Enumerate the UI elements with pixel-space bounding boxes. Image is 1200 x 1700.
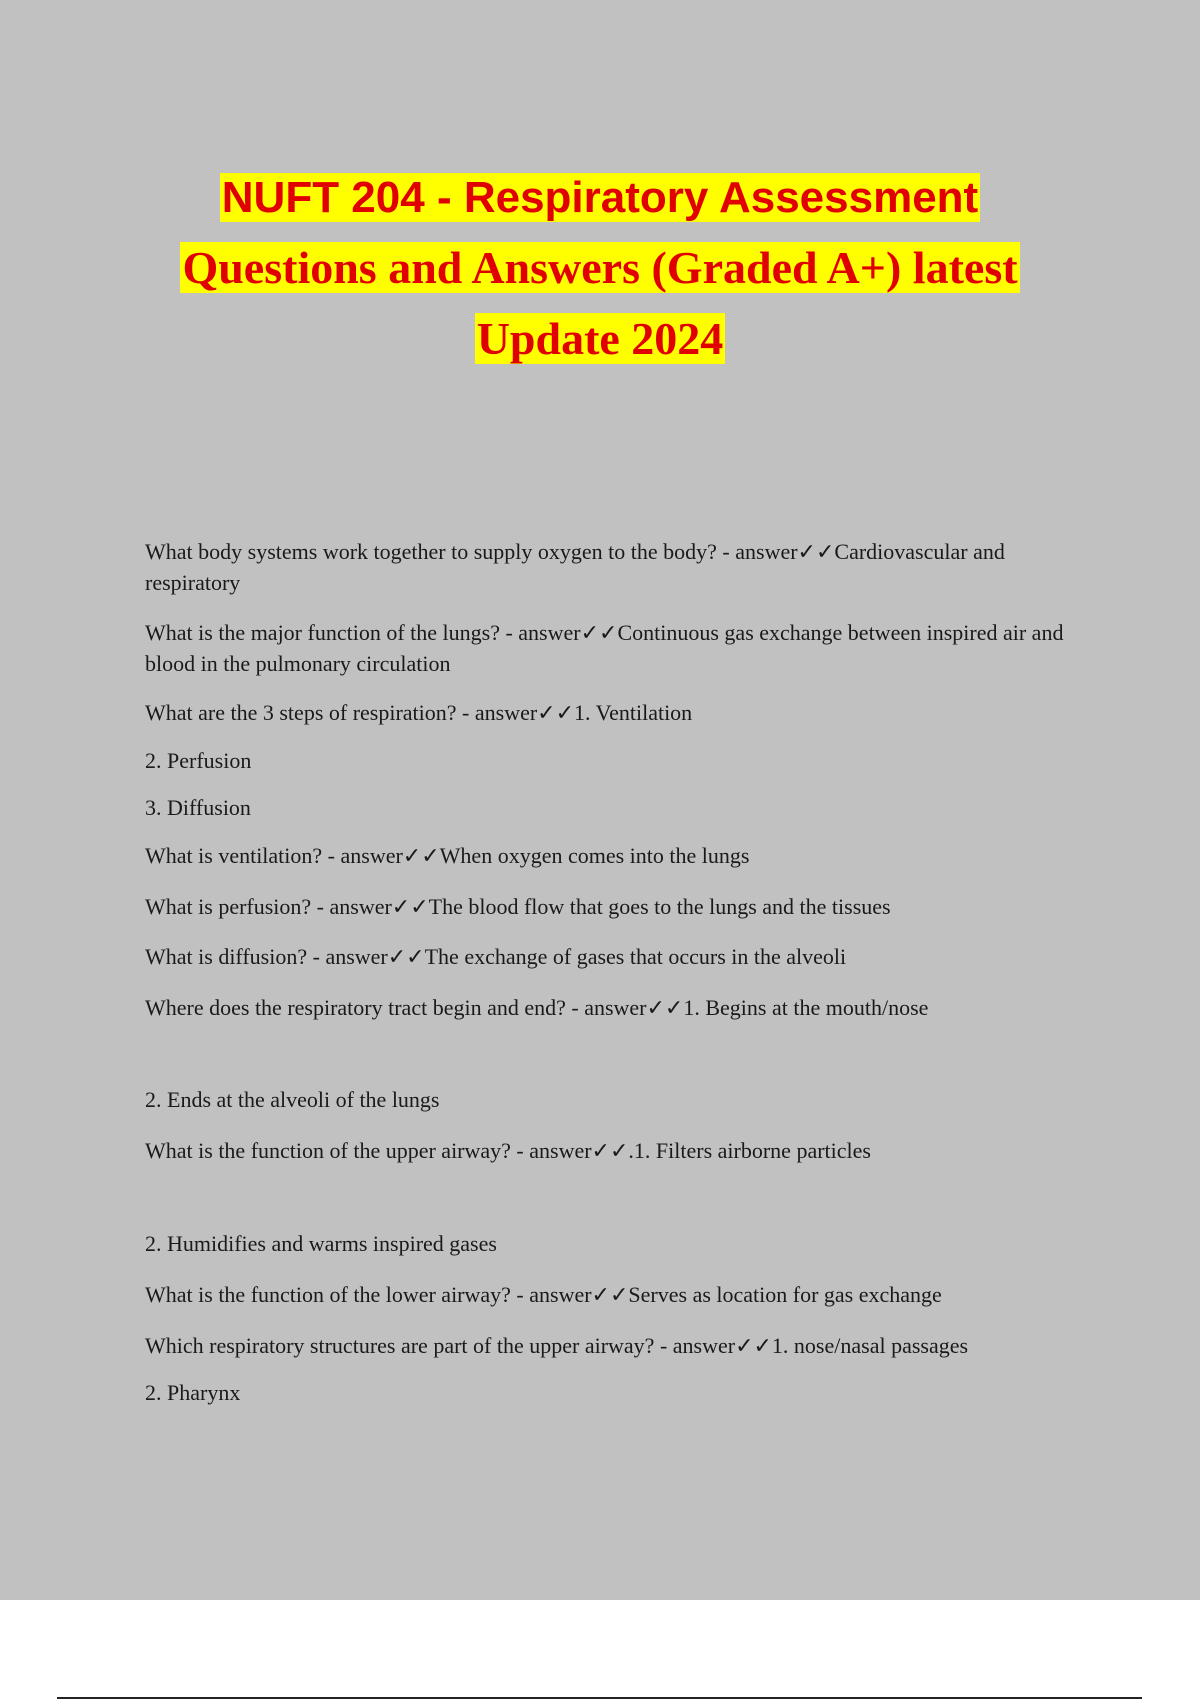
qa-paragraph: What is ventilation? - answer✓✓When oxygen comes into the lungs — [145, 843, 750, 868]
qa-paragraph: 3. Diffusion — [145, 795, 251, 820]
qa-paragraph: 2. Perfusion — [145, 748, 252, 773]
title-line-1: NUFT 204 - Respiratory Assessment — [221, 173, 979, 222]
qa-paragraph: 2. Humidifies and warms inspired gases — [145, 1231, 497, 1256]
qa-paragraph: What is diffusion? - answer✓✓The exchange of gases that occurs in the alveoli — [145, 944, 847, 969]
qa-paragraph: What are the 3 steps of respiration? - answer✓✓1. Ventilation — [145, 700, 693, 725]
document-title — [0, 168, 1200, 380]
qa-paragraph: What is the function of the lower airway? - answer✓✓Serves as location for gas exchange — [145, 1282, 942, 1307]
title-line-2: Questions and Answers (Graded A+) latest — [182, 242, 1018, 293]
page-footer-rule — [57, 1697, 1142, 1699]
title-line-3: Update 2024 — [476, 313, 724, 364]
qa-paragraph: 2. Pharynx — [145, 1380, 241, 1405]
qa-paragraph: What is perfusion? - answer✓✓The blood flow that goes to the lungs and the tissues — [145, 894, 891, 919]
qa-paragraph: Which respiratory structures are part of the upper airway? - answer✓✓1. nose/nasal passages — [145, 1333, 969, 1358]
qa-paragraph: 2. Ends at the alveoli of the lungs — [145, 1087, 440, 1112]
qa-paragraph: Where does the respiratory tract begin and end? - answer✓✓1. Begins at the mouth/nose — [145, 995, 929, 1020]
qa-paragraph: What body systems work together to supply oxygen to the body? - answer✓✓Cardiovascular and respiratory — [145, 539, 1005, 595]
qa-paragraph: What is the major function of the lungs? - answer✓✓Continuous gas exchange between inspired air and blood in the pulmonary circulation — [145, 620, 1064, 676]
qa-paragraph: What is the function of the upper airway? - answer✓✓.1. Filters airborne particles — [145, 1138, 871, 1163]
